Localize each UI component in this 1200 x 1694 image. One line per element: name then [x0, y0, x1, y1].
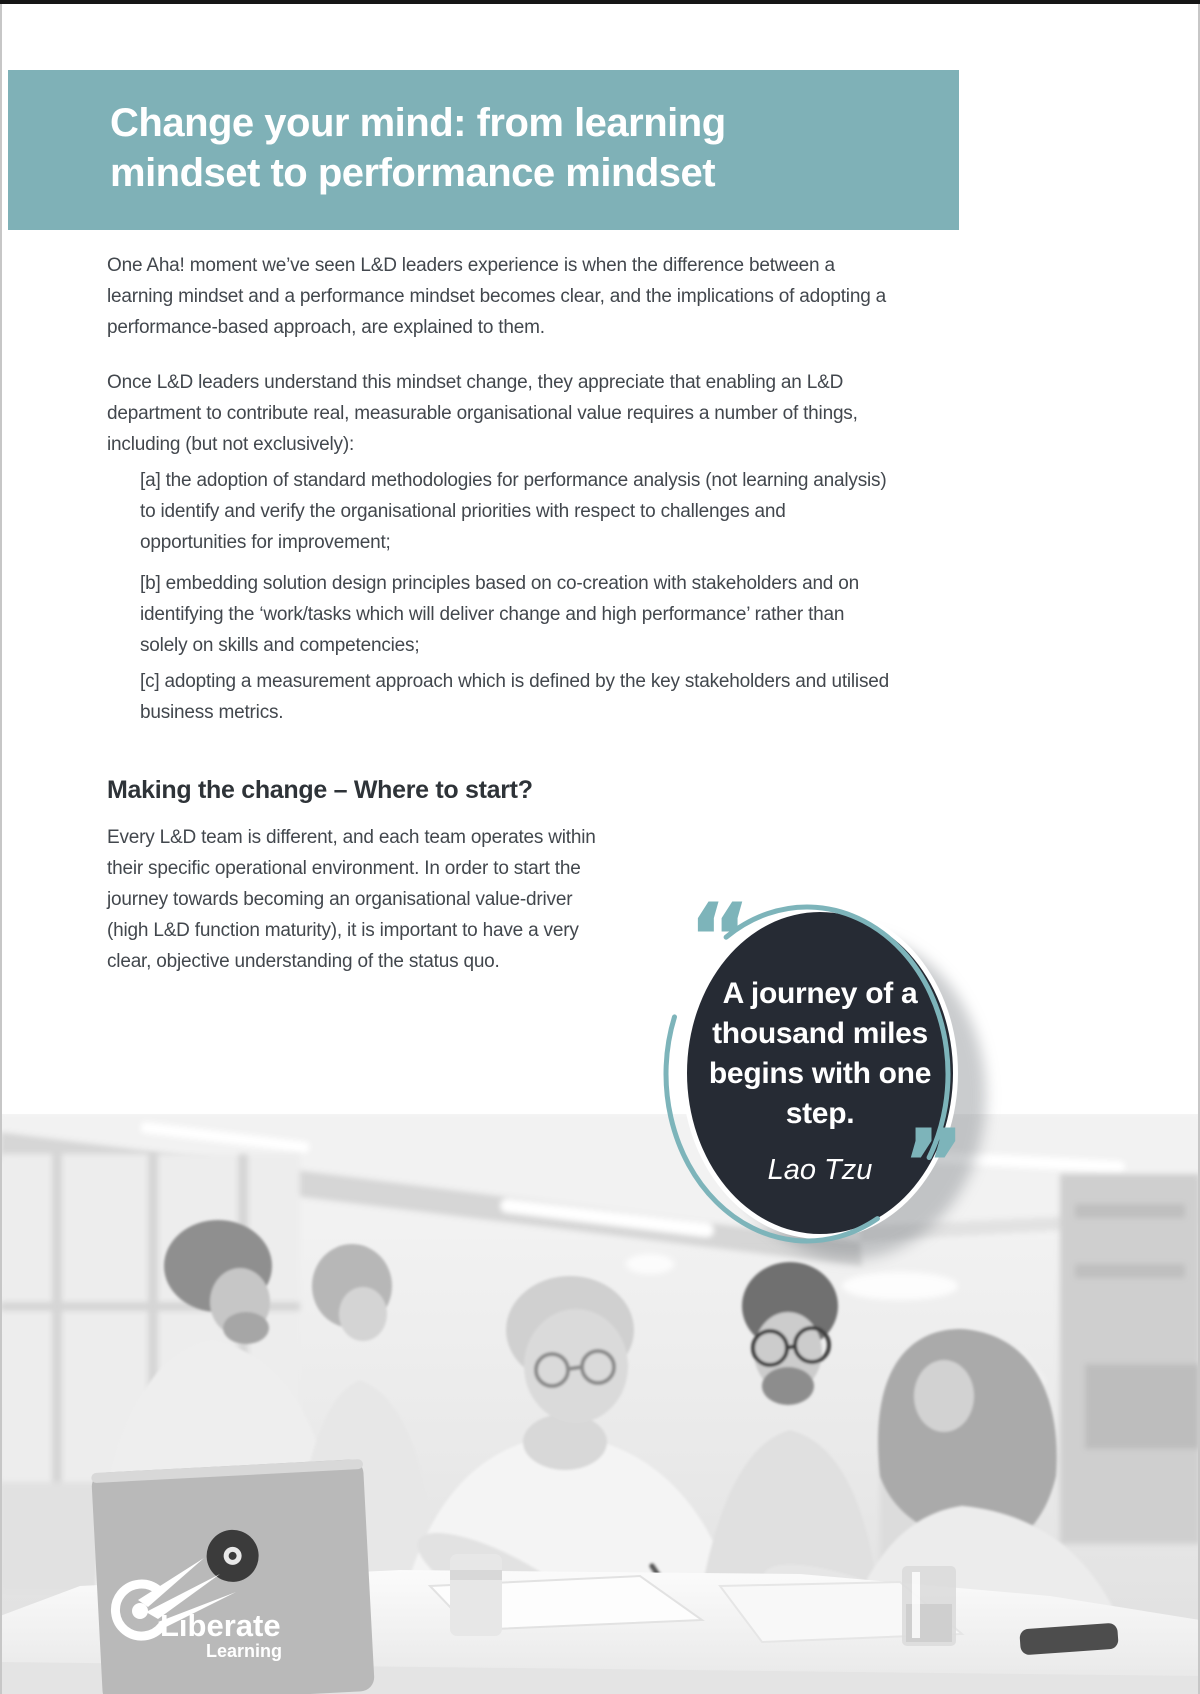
- list-item-b: [b] embedding solution design principles based on co-creation with stakeholders and on identifying the ‘work/tasks which will deliver change and high performance’ rather than solely on skills and competencies;: [140, 573, 859, 656]
- quote-line: A journey of a: [722, 977, 918, 1010]
- page-title-line2: mindset to performance mindset: [110, 151, 716, 195]
- page-title-line1: Change your mind: from learning: [110, 101, 726, 145]
- section-paragraph: Every L&D team is different, and each team operates within their specific operational environment. In order to start the journey towards becoming an organisational value-driver (high L&D function maturity), it is important to have a very clear, objective understanding of the status quo.: [107, 827, 596, 972]
- page-title: [8, 70, 959, 198]
- quote-line: thousand miles: [712, 1017, 928, 1050]
- section-heading: Making the change – Where to start?: [107, 776, 533, 804]
- title-banner: [8, 70, 959, 230]
- water-glass: [902, 1566, 956, 1646]
- logo-name: Liberate: [160, 1608, 281, 1643]
- quote-attribution: Lao Tzu: [767, 1154, 873, 1186]
- intro-paragraph-2: Once L&D leaders understand this mindset change, they appreciate that enabling an L&D department to contribute real, measurable organisational value requires a number of things, including (but not exclusively):: [107, 372, 858, 455]
- intro-paragraph-1: One Aha! moment we’ve seen L&D leaders experience is when the difference between a learning mindset and a performance mindset becomes clear, and the implications of adopting a performance-based approach, are explained to them.: [107, 255, 887, 338]
- list-item-a: [a] the adoption of standard methodologies for performance analysis (not learning analysis) to identify and verify the organisational priorities with respect to challenges and opportunities for improvement;: [140, 470, 887, 553]
- quote-line: step.: [785, 1097, 855, 1130]
- quote-bubble: [630, 879, 1020, 1274]
- logo-sub: Learning: [206, 1641, 283, 1661]
- quote-line: begins with one: [708, 1057, 932, 1090]
- close-quote-icon: ”: [902, 1109, 966, 1221]
- coffee-cup: [450, 1554, 502, 1636]
- open-quote-icon: “: [688, 883, 752, 995]
- list-item-c: [c] adopting a measurement approach which is defined by the key stakeholders and utilised business metrics.: [140, 671, 889, 723]
